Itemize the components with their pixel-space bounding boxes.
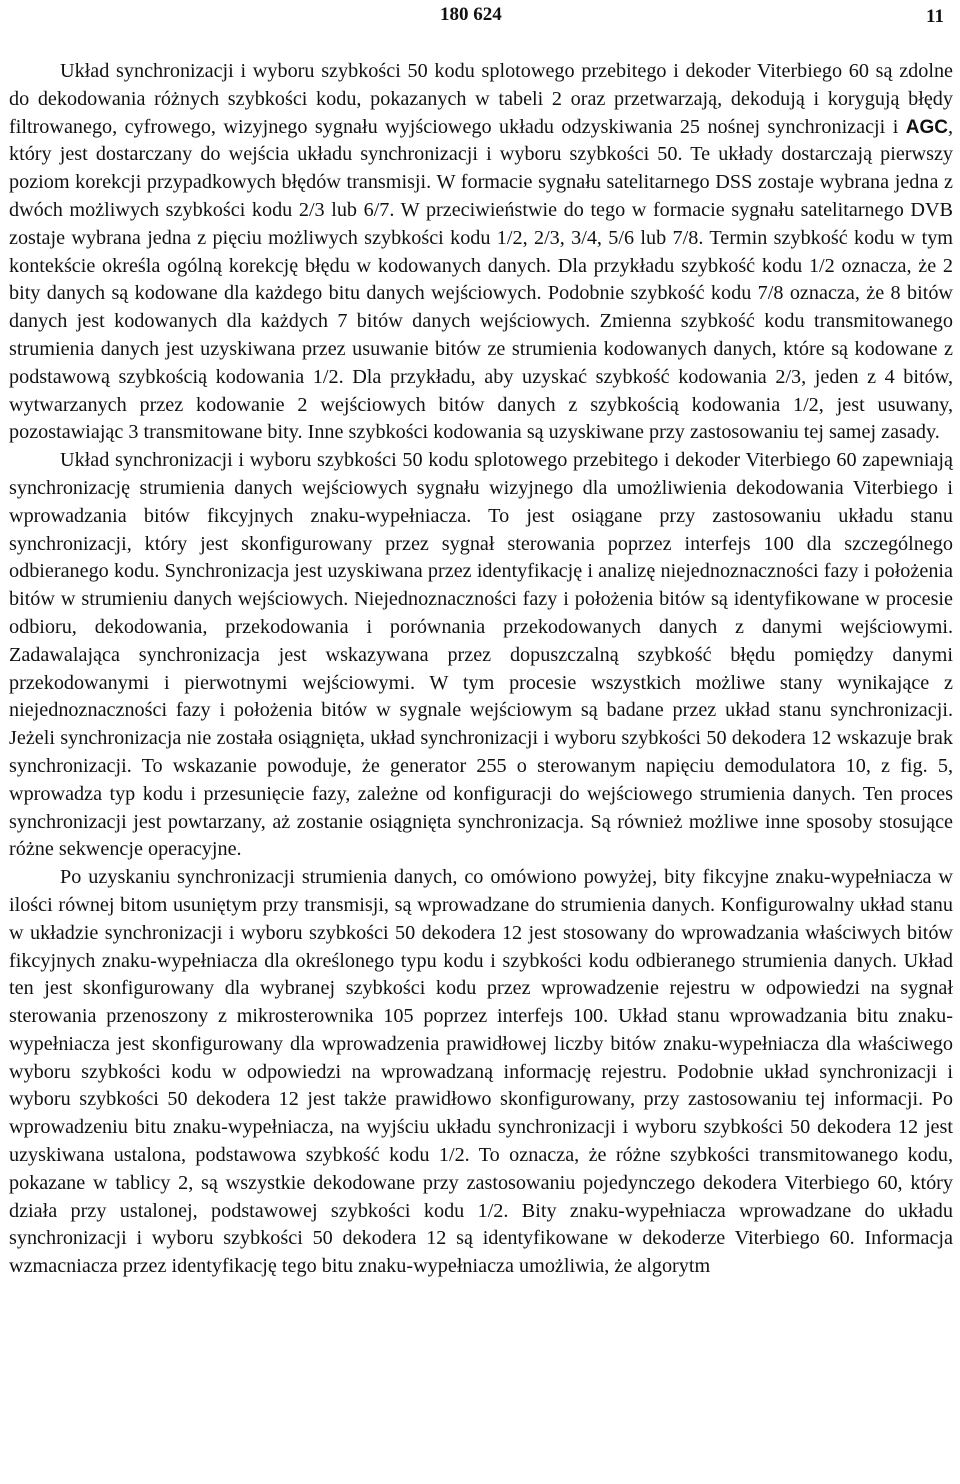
page-header: [0, 4, 960, 28]
paragraph-1-text-a: Układ synchronizacji i wyboru szybkości 50 kodu splotowego przebitego i dekoder Viterbiego 60 są zdolne do dekodowania różnych szybkości kodu, pokazanych w tabeli 2 oraz przetwarzają, dekodują i korygują błędy filtrowanego, cyfrowego, wizyjnego sygnału wyjściowego układu odzyskiwania 25 nośnej synchronizacji i: [9, 60, 953, 138]
paragraph-1: [9, 58, 953, 447]
paragraph-2: [9, 447, 953, 864]
paragraph-1-text-b: , który jest dostarczany do wejścia układu synchronizacji i wyboru szybkości 50. Te układy dostarczają pierwszy poziom korekcji przypadkowych błędów transmisji. W formacie sygnału satelitarnego DSS zostaje wybrana jedna z dwóch możliwych szybkości kodu 2/3 lub 6/7. W przeciwieństwie do tego w formacie sygnału satelitarnego DVB zostaje wybrana jedna z pięciu możliwych szybkości kodu 1/2, 2/3, 3/4, 5/6 lub 7/8. Termin szybkość kodu w tym kontekście określa ogólną korekcję błędu w kodowanych danych. Dla przykładu szybkość kodu 1/2 oznacza, że 2 bity danych są kodowane dla każdego bitu danych wejściowych. Podobnie szybkość kodu 7/8 oznacza, że 8 bitów danych jest kodowanych dla każdych 7 bitów danych wejściowych. Zmienna szybkość kodu transmitowanego strumienia danych jest uzyskiwana przez usuwanie bitów ze strumienia kodowanych danych, które są kodowane z podstawową szybkością kodowania 1/2. Dla przykładu, aby uzyskać szybkość kodowania 2/3, jeden z 4 bitów, wytwarzanych przez kodowanie 2 wejściowych bitów danych z szybkością kodowania 1/2, jest usuwany, pozostawiając 3 transmitowane bity. Inne szybkości kodowania są uzyskiwane przy zastosowaniu tej samej zasady.: [9, 115, 953, 444]
document-body: [9, 58, 953, 1281]
paragraph-2-text: Układ synchronizacji i wyboru szybkości 50 kodu splotowego przebitego i dekoder Viterbiego 60 zapewniają synchronizację strumienia danych wejściowych sygnału wizyjnego dla umożliwienia dekodowania Viterbiego i wprowadzania bitów fikcyjnych znaku-wypełniacza. To jest osiągane przy zastosowaniu układu stanu synchronizacji, który jest skonfigurowany przez sygnał sterowania poprzez interfejs 100 dla szczególnego odbieranego kodu. Synchronizacja jest uzyskiwana przez identyfikację i analizę niejednoznaczności fazy i położenia bitów w strumieniu danych wejściowych. Niejednoznaczności fazy i położenia bitów są identyfikowane w procesie odbioru, dekodowania, przekodowania i porównania przekodowanych danych z danymi wejściowymi. Zadawalająca synchronizacja jest wskazywana przez dopuszczalną szybkość błędu pomiędzy danymi przekodowanymi i pierwotnymi wejściowymi. W tym procesie wszystkich możliwe stany wynikające z niejednoznaczności fazy i położenia bitów w sygnale wejściowym są badane przez układ stanu synchronizacji. Jeżeli synchronizacja nie została osiągnięta, układ synchronizacji i wyboru szybkości 50 dekodera 12 wskazuje brak synchronizacji. To wskazanie powoduje, że generator 255 o sterowanym napięciu demodulatora 10, z fig. 5, wprowadza typ kodu i przesunięcie fazy, zależne od konfiguracji do wejściowego strumienia danych. Ten proces synchronizacji jest powtarzany, aż zostanie osiągnięta synchronizacja. Są również możliwe inne sposoby stosujące różne sekwencje operacyjne.: [9, 449, 953, 861]
paragraph-3: [9, 864, 953, 1281]
page-number: 11: [926, 6, 944, 27]
paragraph-3-text: Po uzyskaniu synchronizacji strumienia danych, co omówiono powyżej, bity fikcyjne znaku-wypełniacza w ilości równej bitom usuniętym przy transmisji, są wprowadzane do strumienia danych. Konfigurowalny układ stanu w układzie synchronizacji i wyboru szybkości 50 dekodera 12 jest stosowany do wprowadzania właściwych bitów fikcyjnych znaku-wypełniacza dla określonego typu kodu i szybkości kodu odbieranego strumienia danych. Układ ten jest skonfigurowany dla wybranej szybkości kodu przez wprowadzenie rejestru w odpowiedzi na sygnał sterowania przenoszony z mikrosterownika 105 poprzez interfejs 100. Układ stanu wprowadzania bitu znaku-wypełniacza jest skonfigurowany dla wprowadzenia prawidłowej liczby bitów znaku-wypełniacza dla właściwego wyboru szybkości kodu w odpowiedzi na wprowadzaną informację rejestru. Podobnie układ synchronizacji i wyboru szybkości 50 dekodera 12 jest także prawidłowo skonfigurowany, przy zastosowaniu tej informacji. Po wprowadzeniu bitu znaku-wypełniacza, na wyjściu układu synchronizacji i wyboru szybkości 50 dekodera 12 jest uzyskiwana ustalona, podstawowa szybkość kodu 1/2. To oznacza, że różne szybkości transmitowanego kodu, pokazane w tablicy 2, są wszystkie dekodowane przy zastosowaniu pojedynczego dekodera Viterbiego 60, który działa przy ustalonej, podstawowej szybkości kodu 1/2. Bity znaku-wypełniacza wprowadzane do układu synchronizacji i wyboru szybkości 50 dekodera 12 są identyfikowane w dekoderze Viterbiego 60. Informacja wzmacniacza przez identyfikację tego bitu znaku-wypełniacza umożliwia, że algorytm: [9, 866, 953, 1278]
document-number: 180 624: [440, 4, 502, 25]
agc-acronym: AGC: [905, 116, 948, 138]
